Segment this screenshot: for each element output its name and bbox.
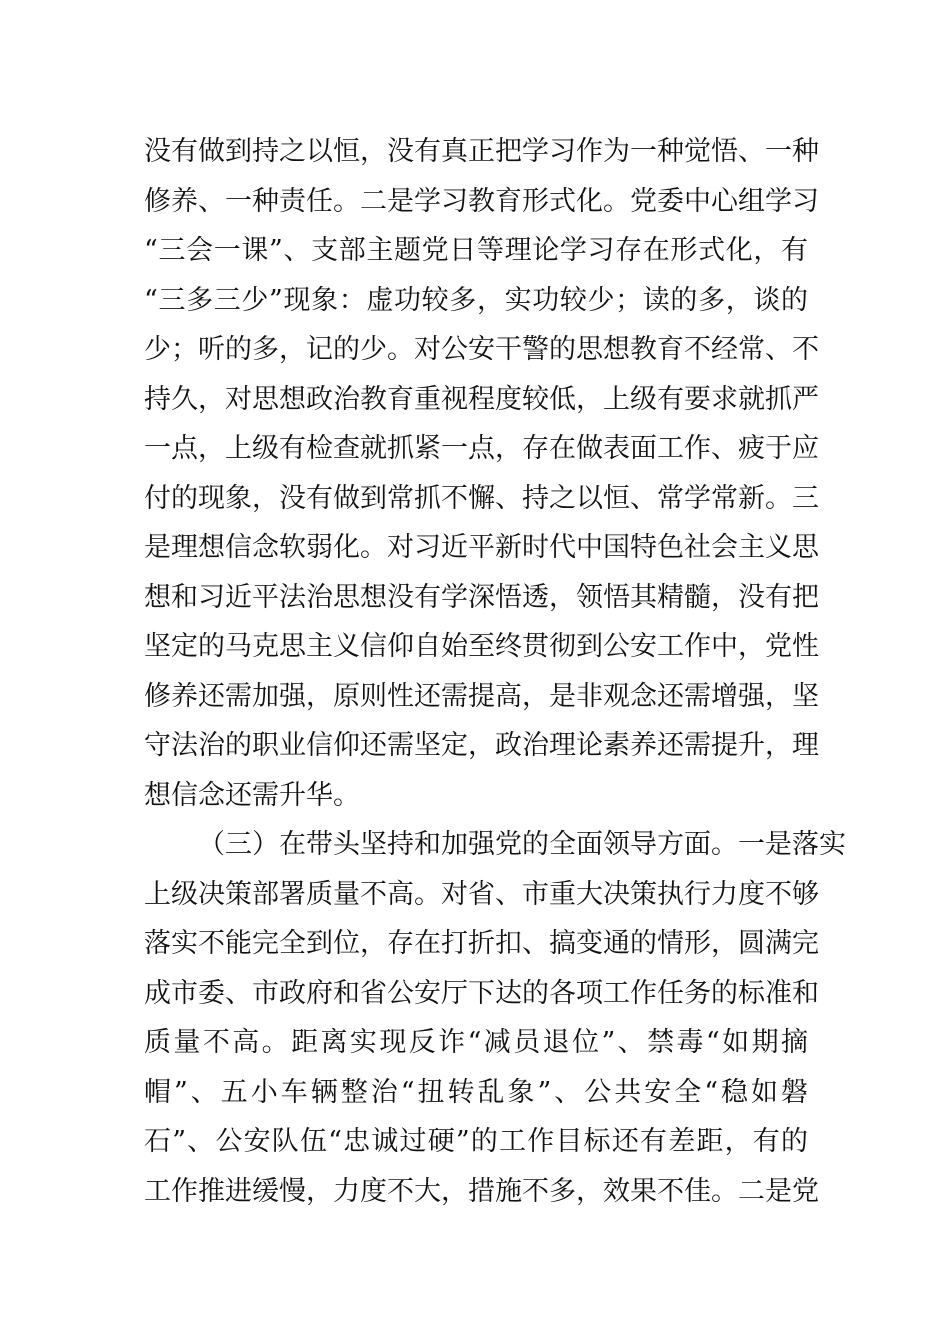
- text-line: 上级决策部署质量不高。对省、市重大决策执行力度不够: [144, 878, 819, 910]
- text-line: 石”、公安队伍“忠诚过硬”的工作目标还有差距，有的: [144, 1126, 808, 1157]
- text-line: 帽”、五小车辆整治“扭转乱象”、公共安全“稳如磐: [144, 1076, 808, 1108]
- text-line: “三会一课”、支部主题党日等理论学习存在形式化，有: [144, 235, 808, 266]
- text-line: 成市委、市政府和省公安厅下达的各项工作任务的标准和: [144, 977, 819, 1009]
- text-line: 修养、一种责任。二是学习教育形式化。党委中心组学习: [144, 185, 819, 217]
- text-line: 是理想信念软弱化。对习近平新时代中国特色社会主义思: [144, 532, 819, 563]
- text-line: 一点，上级有检查就抓紧一点，存在做表面工作、疲于应: [144, 433, 819, 464]
- section-heading-line: （三）在带头坚持和加强党的全面领导方面。一是落实: [198, 829, 846, 860]
- text-line: 守法治的职业信仰还需坚定，政治理论素养还需提升，理: [144, 730, 819, 761]
- text-line: 持久，对思想政治教育重视程度较低，上级有要求就抓严: [144, 383, 819, 415]
- paragraph-section-three: [144, 820, 846, 1216]
- text-line: 没有做到持之以恒，没有真正把学习作为一种觉悟、一种: [144, 136, 819, 167]
- text-line: 修养还需加强，原则性还需提高，是非观念还需增强，坚: [144, 680, 819, 712]
- text-line: “三多三少”现象：虚功较多，实功较少；读的多，谈的: [144, 284, 808, 316]
- text-line: 付的现象，没有做到常抓不懈、持之以恒、常学常新。三: [144, 482, 819, 514]
- text-line: 工作推进缓慢，力度不大，措施不多，效果不佳。二是党: [144, 1175, 819, 1207]
- text-line: 落实不能完全到位，存在打折扣、搞变通的情形，圆满完: [144, 928, 819, 959]
- text-line: 少；听的多，记的少。对公安干警的思想教育不经常、不: [144, 334, 819, 365]
- text-line: 想信念还需升华。: [144, 779, 360, 811]
- text-line: 质量不高。距离实现反诈“减员退位”、禁毒“如期摘: [144, 1027, 808, 1058]
- paragraph-continuation: [144, 127, 819, 820]
- text-line: 坚定的马克思主义信仰自始至终贯彻到公安工作中，党性: [144, 631, 819, 662]
- text-line: 想和习近平法治思想没有学深悟透，领悟其精髓，没有把: [144, 581, 819, 613]
